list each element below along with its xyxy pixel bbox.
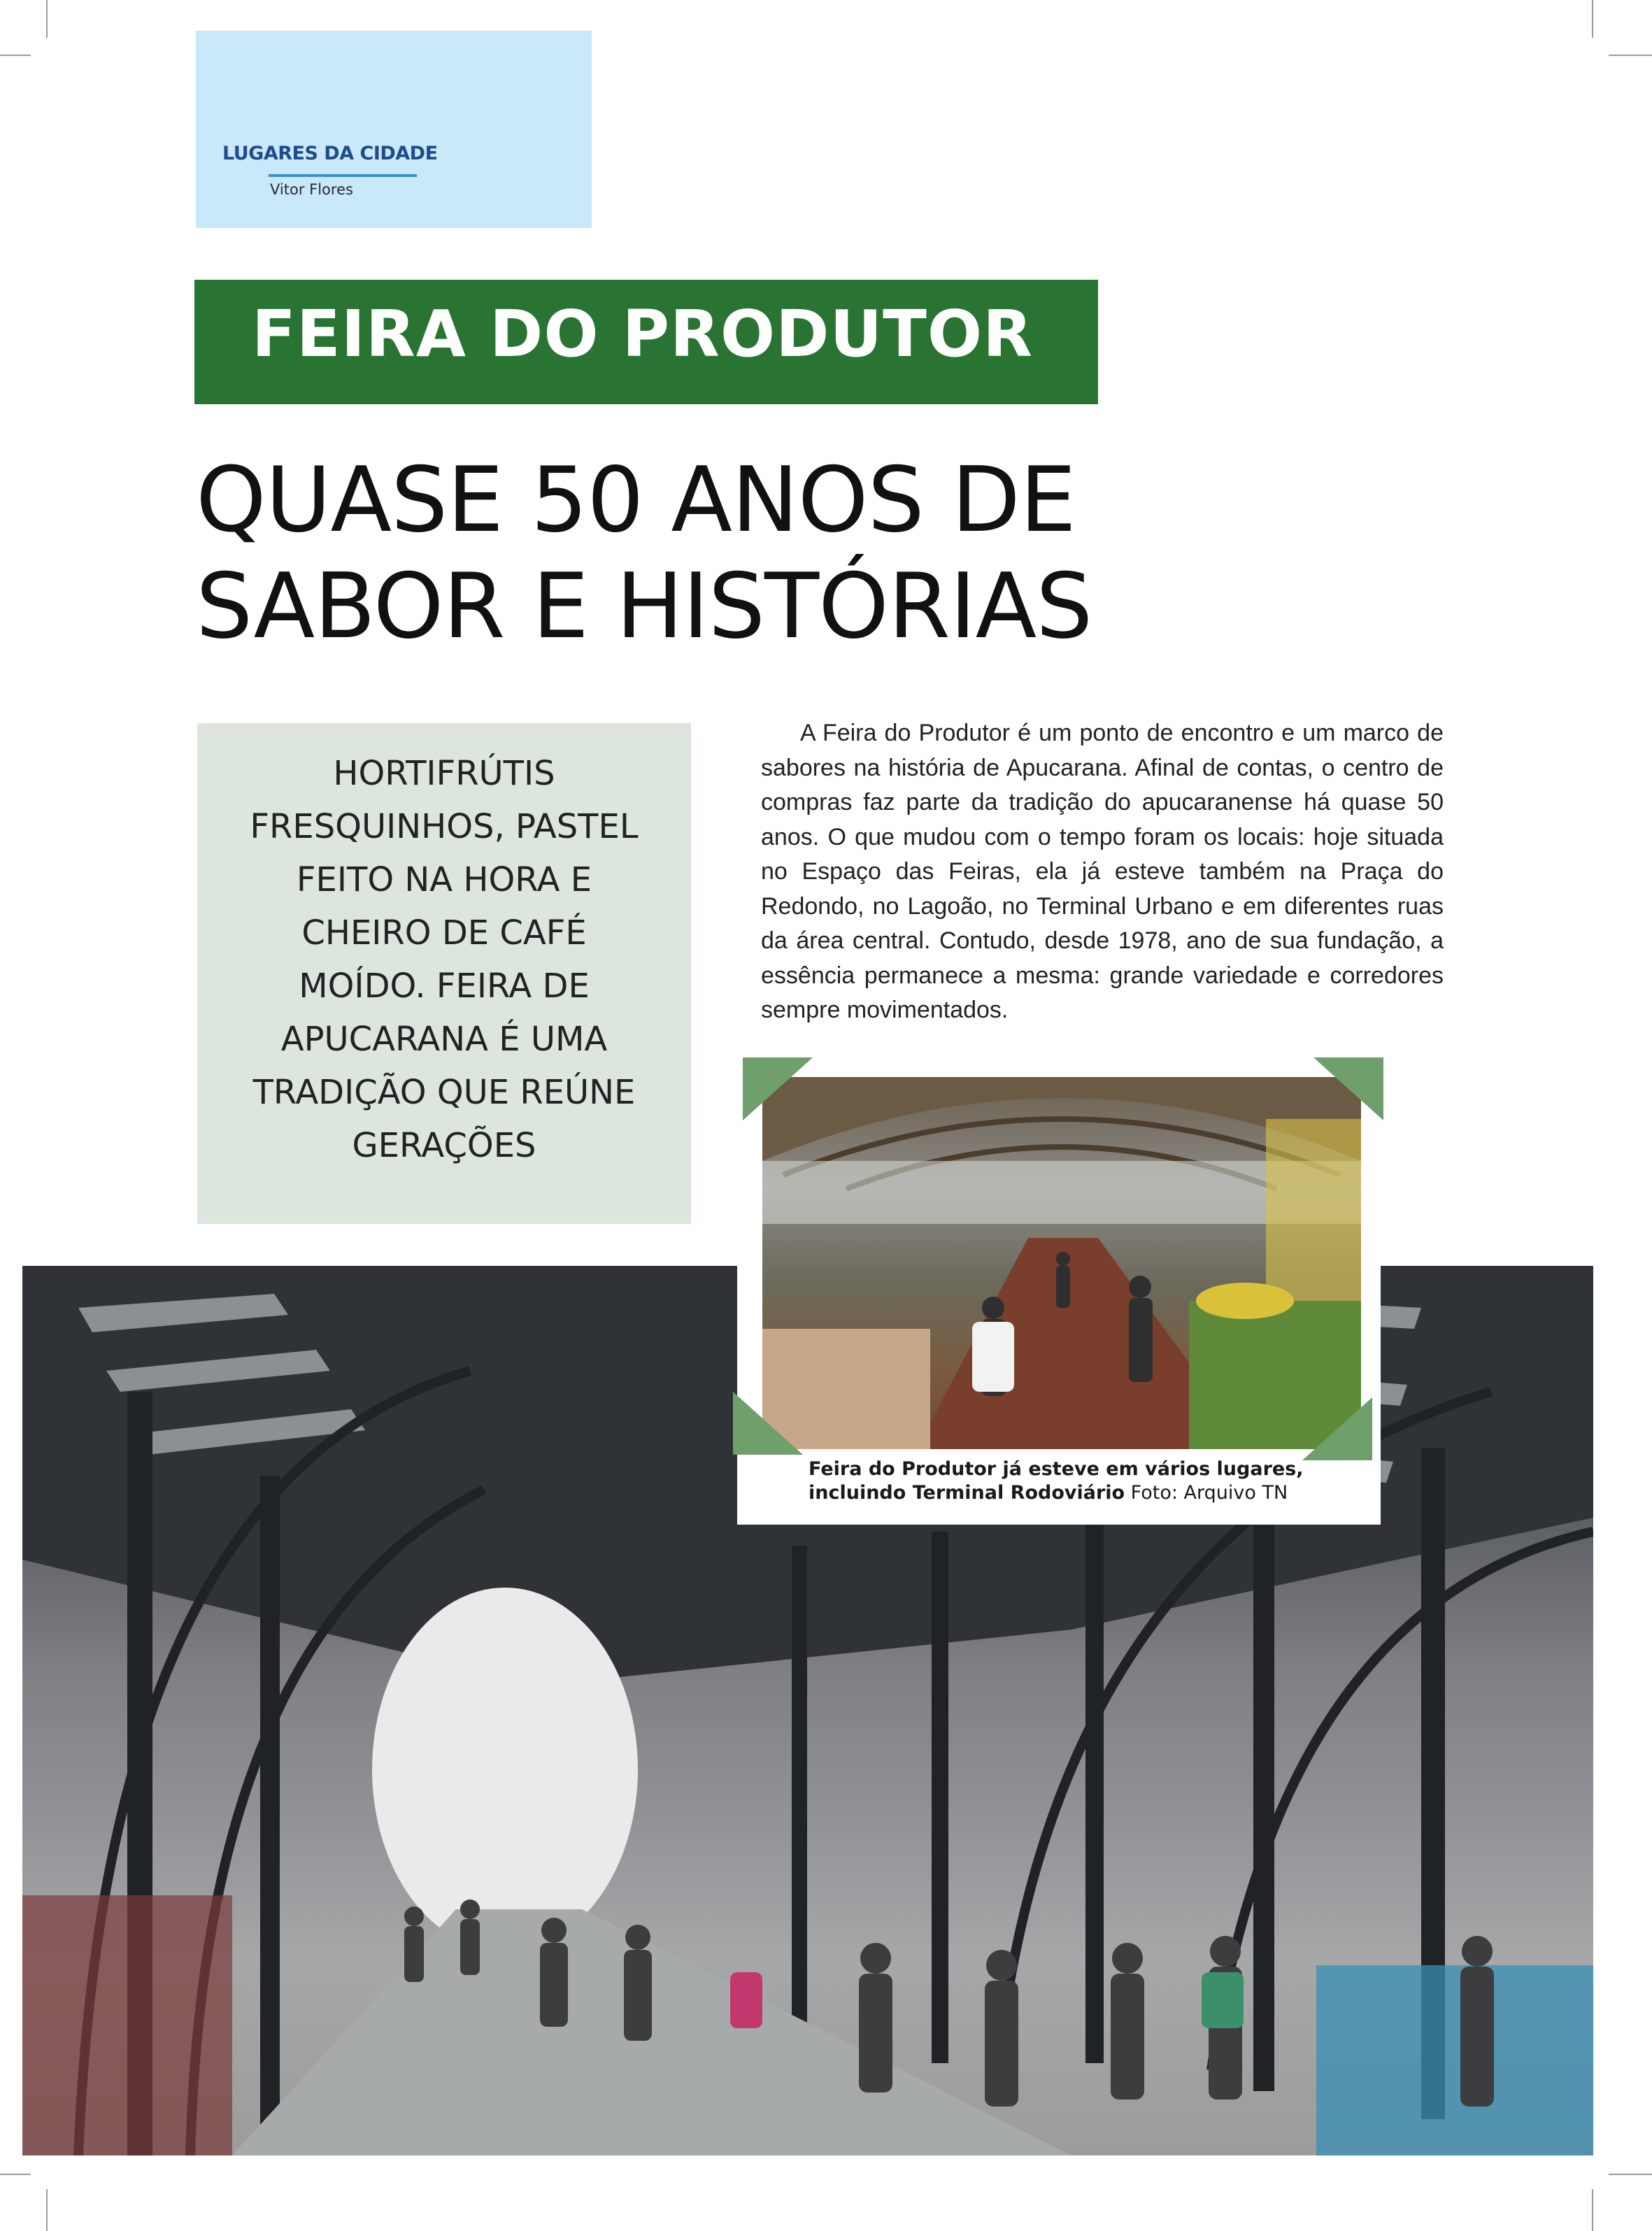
crop-mark: [1592, 2189, 1593, 2231]
pull-quote: [210, 747, 678, 1172]
caption-line-2: incluindo Terminal Rodoviário: [809, 1482, 1125, 1504]
crop-mark: [46, 2189, 48, 2231]
inset-market-photo: [762, 1077, 1361, 1449]
crop-mark: [46, 0, 48, 38]
crop-mark: [1609, 55, 1652, 56]
crop-mark: [1609, 2174, 1652, 2175]
corner-triangle-bottom-left: [733, 1392, 803, 1455]
caption-line-1: Feira do Produtor já esteve em vários lugares,: [809, 1458, 1304, 1480]
photo-caption: [809, 1457, 1382, 1505]
crop-mark: [1592, 0, 1593, 38]
article-body: A Feira do Produtor é um ponto de encontro e um marco de sabores na história de Apucarana. Afinal de contas, o centro de compras faz parte da tradição do apucaranense há quase 50 anos. O que mudou com o tempo foram os locais: hoje situada no Espaço das Feiras, ela já esteve também na Praça do Redondo, no Lagoão, no Terminal Urbano e em diferentes ruas da área central. Contudo, desde 1978, ano de sua fundação, a essência permanece a mesma: grande variedade e corredores sempre movimentados.: [761, 720, 1444, 1023]
pull-quote-line: TRADIÇÃO QUE REÚNE: [252, 1073, 636, 1112]
pull-quote-line: HORTIFRÚTIS: [333, 754, 555, 793]
section-underline: [269, 174, 417, 177]
pull-quote-line: FRESQUINHOS, PASTEL: [250, 807, 639, 846]
headline: [196, 448, 1175, 660]
corner-triangle-top-left: [743, 1057, 813, 1120]
banner-title: FEIRA DO PRODUTOR: [252, 297, 1033, 371]
headline-line: SABOR E HISTÓRIAS: [196, 555, 1092, 659]
pull-quote-line: CHEIRO DE CAFÉ: [301, 913, 587, 953]
pull-quote-line: MOÍDO. FEIRA DE: [299, 967, 590, 1006]
pull-quote-line: FEITO NA HORA E: [296, 860, 592, 899]
crop-mark: [0, 2174, 31, 2175]
corner-triangle-bottom-right: [1302, 1397, 1372, 1460]
pull-quote-line: GERAÇÕES: [352, 1126, 536, 1165]
crop-mark: [0, 55, 31, 56]
pull-quote-line: APUCARANA É UMA: [280, 1020, 608, 1059]
section-title: LUGARES DA CIDADE: [222, 143, 438, 164]
photo-credit: Foto: Arquivo TN: [1130, 1482, 1288, 1504]
headline-line: QUASE 50 ANOS DE: [196, 448, 1076, 553]
section-label-box: [196, 31, 592, 228]
author-name: Vitor Flores: [270, 181, 353, 198]
corner-triangle-top-right: [1313, 1057, 1383, 1120]
inset-market-illustration: [762, 1077, 1361, 1449]
